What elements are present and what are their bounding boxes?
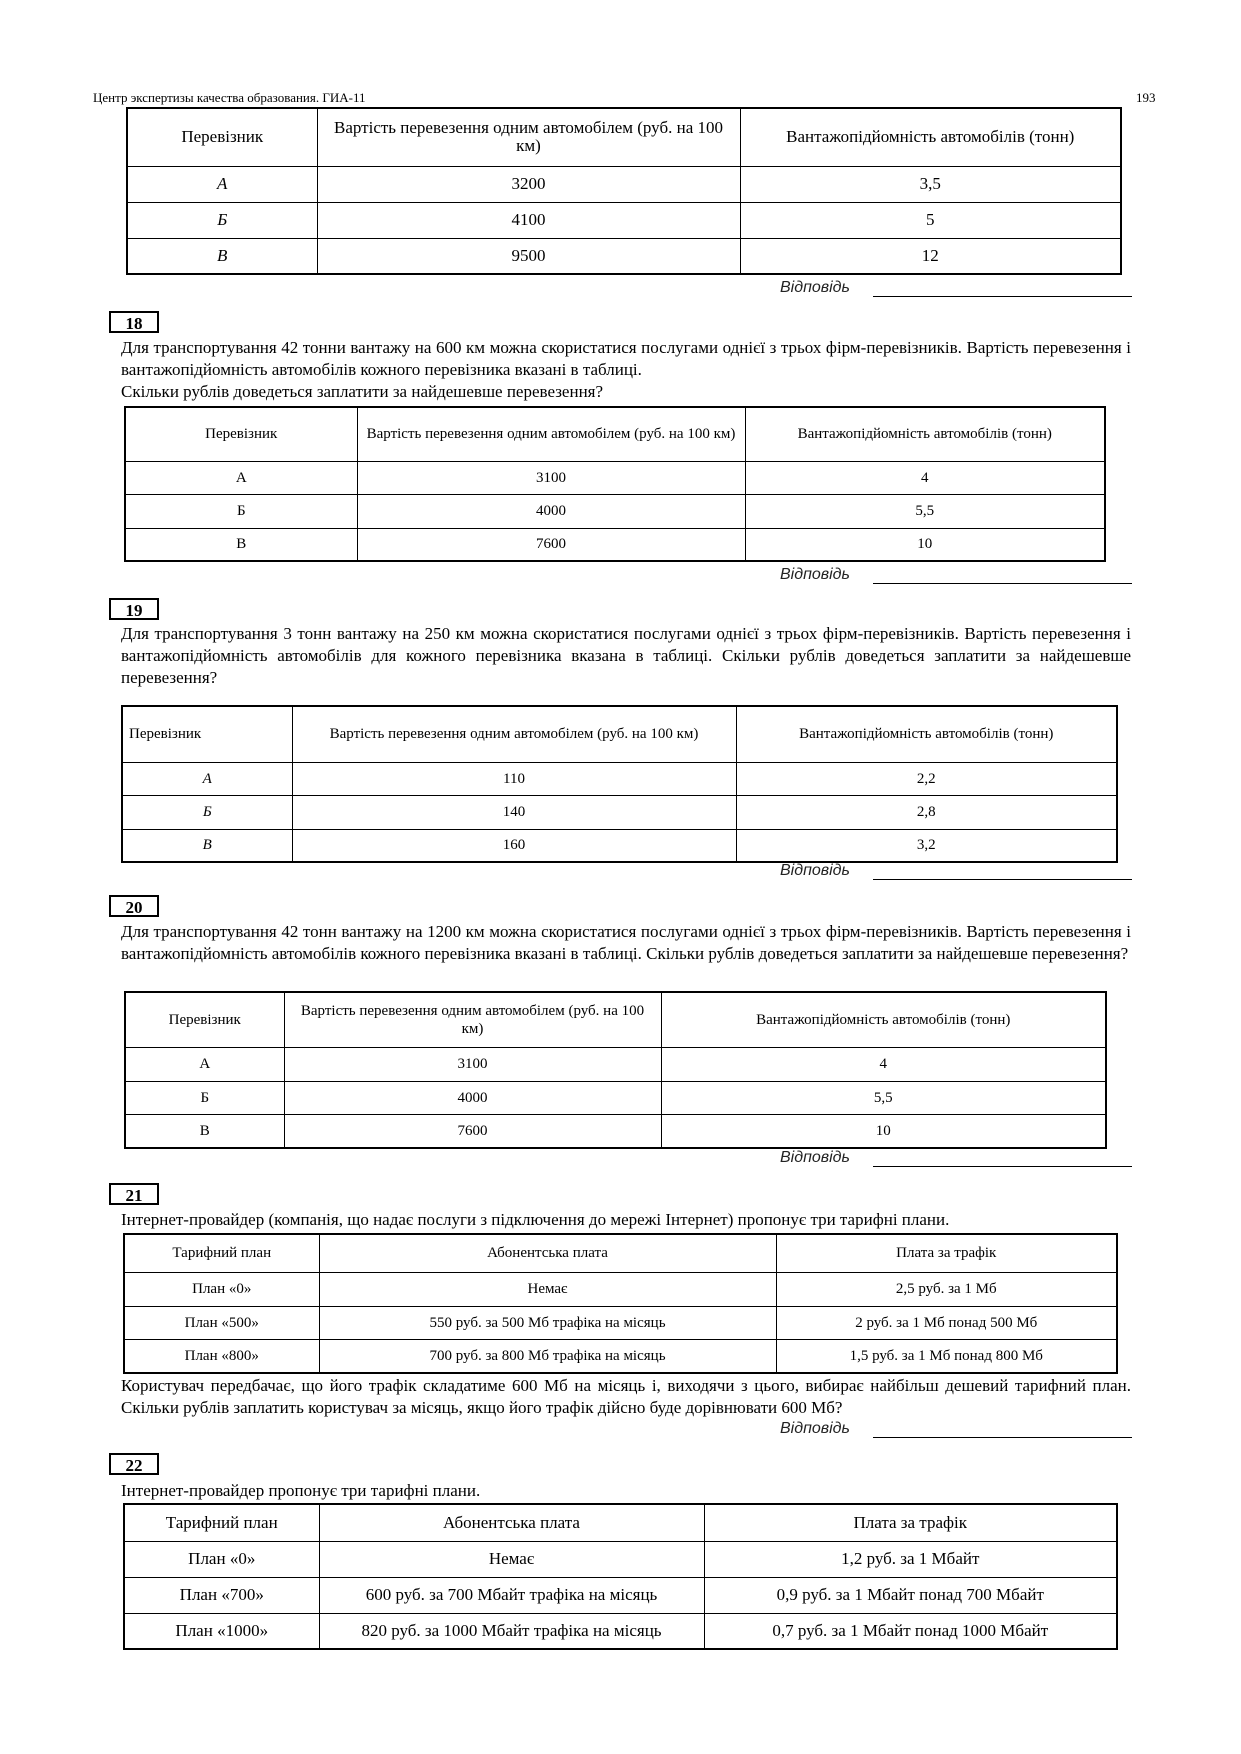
table-cell: 820 руб. за 1000 Мбайт трафіка на місяць	[319, 1613, 704, 1649]
header-cell: Перевізник	[127, 108, 317, 166]
table-cell: 160	[292, 829, 736, 862]
task-number: 18	[109, 311, 159, 333]
table-cell: В	[127, 238, 317, 274]
task-text: Для транспортування 42 тонн вантажу на 1200 км можна скористатися послугами однієї з трьох фірм-перевізників. Вартість перевезення і вантажопідйомність автомобілів кожного перевізника вказані в таблиці. Скільки рублів доведеться заплатити за найдешевше перевезення?	[121, 922, 1131, 963]
header-cell: Абонентська плата	[319, 1504, 704, 1541]
table-cell: 10	[661, 1114, 1106, 1148]
table-cell: Немає	[319, 1272, 776, 1306]
table-cell: 140	[292, 795, 736, 829]
tariff-table-22	[123, 1503, 1118, 1650]
answer-field[interactable]	[780, 1149, 1132, 1169]
table-cell: 1,2 руб. за 1 Мбайт	[704, 1541, 1117, 1577]
table-cell: 2,2	[736, 762, 1117, 795]
table-cell: А	[127, 166, 317, 202]
table-cell: 2 руб. за 1 Мб понад 500 Мб	[776, 1306, 1117, 1339]
table-cell: 5	[740, 202, 1121, 238]
header-cell: Вартість перевезення одним автомобілем (руб. на 100 км)	[317, 108, 740, 166]
answer-field[interactable]	[780, 279, 1132, 299]
answer-line	[873, 879, 1132, 880]
table-cell: В	[122, 829, 292, 862]
carrier-table-previous	[126, 107, 1122, 275]
task-number: 22	[109, 1453, 159, 1475]
table-cell: А	[125, 461, 357, 494]
table-cell: 550 руб. за 500 Мб трафіка на місяць	[319, 1306, 776, 1339]
table-cell: Б	[125, 494, 357, 528]
table-cell: 0,7 руб. за 1 Мбайт понад 1000 Мбайт	[704, 1613, 1117, 1649]
task-statement: Для транспортування 42 тонни вантажу на 600 км можна скористатися послугами однієї з трьох фірм-перевізників. Вартість перевезення і вантажопідйомність автомобілів кожного перевізника вказані в таблиці.	[121, 338, 1131, 379]
header-cell: Вартість перевезення одним автомобілем (руб. на 100 км)	[292, 706, 736, 762]
table-cell: 4	[745, 461, 1105, 494]
page-number: 193	[1136, 90, 1156, 105]
table-cell: А	[125, 1047, 284, 1081]
answer-field[interactable]	[780, 862, 1132, 882]
table-cell: План «0»	[124, 1272, 319, 1306]
header-cell: Вантажопідйомність автомобілів (тонн)	[745, 407, 1105, 461]
table-cell: 600 руб. за 700 Мбайт трафіка на місяць	[319, 1577, 704, 1613]
header-cell: Плата за трафік	[776, 1234, 1117, 1272]
table-cell: Немає	[319, 1541, 704, 1577]
table-cell: 0,9 руб. за 1 Мбайт понад 700 Мбайт	[704, 1577, 1117, 1613]
table-cell: 10	[745, 528, 1105, 561]
header-cell: Вантажопідйомність автомобілів (тонн)	[740, 108, 1121, 166]
header-cell: Тарифний план	[124, 1234, 319, 1272]
answer-field[interactable]	[780, 1420, 1132, 1440]
header-cell: Тарифний план	[124, 1504, 319, 1541]
carrier-table-18	[124, 406, 1106, 562]
header-cell: Вартість перевезення одним автомобілем (руб. на 100 км)	[357, 407, 745, 461]
task-text-after-table: Користувач передбачає, що його трафік складатиме 600 Мб на місяць і, виходячи з цього, вибирає найбільш дешевий тарифний план. Скільки рублів заплатить користувач за місяць, якщо його трафік дійсно буде дорівнювати 600 Мб?	[121, 1376, 1131, 1417]
table-cell: 2,8	[736, 795, 1117, 829]
carrier-table-19	[121, 705, 1118, 863]
header-cell: Вантажопідйомність автомобілів (тонн)	[661, 992, 1106, 1047]
header-cell: Вантажопідйомність автомобілів (тонн)	[736, 706, 1117, 762]
task-text: Інтернет-провайдер пропонує три тарифні плани.	[121, 1481, 481, 1500]
table-cell: 3,2	[736, 829, 1117, 862]
task-text: Інтернет-провайдер (компанія, що надає послуги з підключення до мережі Інтернет) пропонує три тарифні плани.	[121, 1210, 950, 1229]
running-header: Центр экспертизы качества образования. ГИА-11	[93, 90, 366, 105]
table-cell: Б	[125, 1081, 284, 1114]
table-cell: 2,5 руб. за 1 Мб	[776, 1272, 1117, 1306]
table-cell: 700 руб. за 800 Мб трафіка на місяць	[319, 1339, 776, 1373]
table-cell: 110	[292, 762, 736, 795]
task-number: 19	[109, 598, 159, 620]
table-cell: Б	[127, 202, 317, 238]
table-cell: 3100	[357, 461, 745, 494]
table-cell: 1,5 руб. за 1 Мб понад 800 Мб	[776, 1339, 1117, 1373]
table-cell: План «700»	[124, 1577, 319, 1613]
tariff-table-21	[123, 1233, 1118, 1374]
header-cell: Абонентська плата	[319, 1234, 776, 1272]
task-number: 20	[109, 895, 159, 917]
table-cell: 3,5	[740, 166, 1121, 202]
table-cell: 7600	[284, 1114, 661, 1148]
task-text	[121, 337, 1131, 403]
table-cell: 4	[661, 1047, 1106, 1081]
answer-label: Відповідь	[780, 279, 850, 296]
table-cell: 5,5	[661, 1081, 1106, 1114]
answer-field[interactable]	[780, 566, 1132, 586]
table-cell: План «800»	[124, 1339, 319, 1373]
header-cell: Перевізник	[125, 407, 357, 461]
table-cell: 9500	[317, 238, 740, 274]
table-cell: В	[125, 1114, 284, 1148]
table-cell: План «1000»	[124, 1613, 319, 1649]
table-cell: 3100	[284, 1047, 661, 1081]
answer-label: Відповідь	[780, 1149, 850, 1166]
table-cell: 7600	[357, 528, 745, 561]
carrier-table-20	[124, 991, 1107, 1149]
answer-label: Відповідь	[780, 862, 850, 879]
task-number: 21	[109, 1183, 159, 1205]
table-cell: 4000	[284, 1081, 661, 1114]
header-cell: Перевізник	[125, 992, 284, 1047]
header-cell: Плата за трафік	[704, 1504, 1117, 1541]
table-cell: Б	[122, 795, 292, 829]
task-question: Скільки рублів доведеться заплатити за найдешевше перевезення?	[121, 382, 604, 401]
table-cell: А	[122, 762, 292, 795]
table-cell: 4100	[317, 202, 740, 238]
header-cell: Вартість перевезення одним автомобілем (руб. на 100 км)	[284, 992, 661, 1047]
answer-line	[873, 1437, 1132, 1438]
answer-line	[873, 296, 1132, 297]
table-cell: 4000	[357, 494, 745, 528]
answer-label: Відповідь	[780, 1420, 850, 1437]
table-cell: План «0»	[124, 1541, 319, 1577]
task-text: Для транспортування 3 тонн вантажу на 250 км можна скористатися послугами однієї з трьох фірм-перевізників. Вартість перевезення і вантажопідйомність автомобілів для кожного перевізника вказана в таблиці. Скільки рублів доведеться заплатити за найдешевше перевезення?	[121, 624, 1131, 687]
header-cell: Перевізник	[122, 706, 292, 762]
answer-line	[873, 1166, 1132, 1167]
table-cell: План «500»	[124, 1306, 319, 1339]
answer-line	[873, 583, 1132, 584]
table-cell: 3200	[317, 166, 740, 202]
table-cell: 5,5	[745, 494, 1105, 528]
answer-label: Відповідь	[780, 566, 850, 583]
table-cell: 12	[740, 238, 1121, 274]
table-cell: В	[125, 528, 357, 561]
